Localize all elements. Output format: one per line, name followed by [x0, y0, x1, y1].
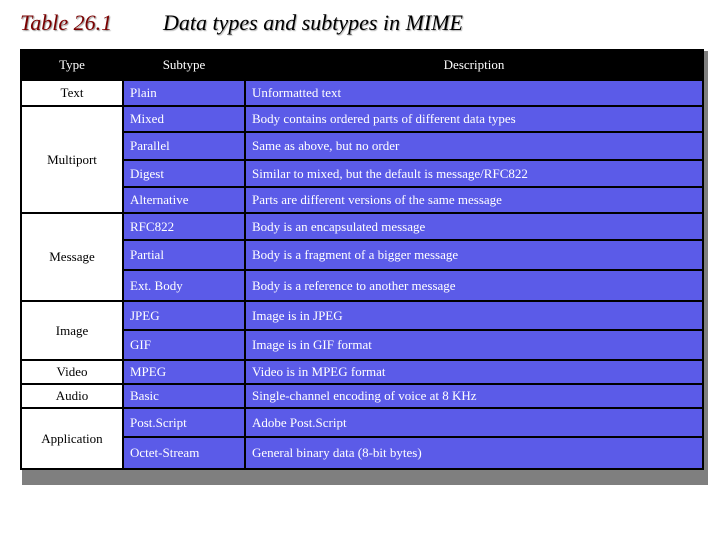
subtype-cell: Alternative — [124, 188, 244, 212]
subtype-cell: MPEG — [124, 361, 244, 383]
description-cell: Same as above, but no order — [246, 133, 702, 159]
subtype-cell: Post.Script — [124, 409, 244, 436]
description-cell: Body is a fragment of a bigger message — [246, 241, 702, 269]
page-title: Data types and subtypes in MIME — [163, 10, 463, 35]
type-text: Text — [22, 81, 122, 105]
subtype-cell: Ext. Body — [124, 271, 244, 300]
table-row — [22, 107, 702, 131]
header-row — [22, 51, 702, 79]
description-cell: Body is an encapsulated message — [246, 214, 702, 239]
description-cell: Parts are different versions of the same message — [246, 188, 702, 212]
subtype-cell: Basic — [124, 385, 244, 407]
subtype-cell: Mixed — [124, 107, 244, 131]
description-cell: Image is in JPEG — [246, 302, 702, 329]
table-row — [22, 133, 702, 159]
subtype-cell: Partial — [124, 241, 244, 269]
table-row — [22, 438, 702, 468]
table-row — [22, 331, 702, 359]
table-row — [22, 385, 702, 407]
subtype-cell: Digest — [124, 161, 244, 186]
table-row — [22, 302, 702, 329]
subtype-cell: RFC822 — [124, 214, 244, 239]
header-subtype: Subtype — [124, 51, 244, 79]
type-multipart: Multiport — [22, 107, 122, 212]
subtype-cell: JPEG — [124, 302, 244, 329]
type-audio: Audio — [22, 385, 122, 407]
table-row — [22, 241, 702, 269]
type-video: Video — [22, 361, 122, 383]
table-row — [22, 214, 702, 239]
table-row — [22, 409, 702, 436]
description-cell: Single-channel encoding of voice at 8 KHz — [246, 385, 702, 407]
header-description: Description — [246, 51, 702, 79]
header-type: Type — [22, 51, 122, 79]
description-cell: Similar to mixed, but the default is message/RFC822 — [246, 161, 702, 186]
table-row — [22, 161, 702, 186]
subtype-cell: Parallel — [124, 133, 244, 159]
description-cell: General binary data (8-bit bytes) — [246, 438, 702, 468]
subtype-cell: GIF — [124, 331, 244, 359]
mime-types-table — [20, 49, 704, 470]
table-row — [22, 271, 702, 300]
description-cell: Unformatted text — [246, 81, 702, 105]
description-cell: Body contains ordered parts of different data types — [246, 107, 702, 131]
type-message: Message — [22, 214, 122, 300]
subtype-cell: Octet-Stream — [124, 438, 244, 468]
description-cell: Body is a reference to another message — [246, 271, 702, 300]
description-cell: Image is in GIF format — [246, 331, 702, 359]
type-image: Image — [22, 302, 122, 359]
subtype-cell: Plain — [124, 81, 244, 105]
table-row — [22, 188, 702, 212]
table-number: Table 26.1 — [20, 10, 113, 35]
description-cell: Adobe Post.Script — [246, 409, 702, 436]
table-row — [22, 361, 702, 383]
type-application: Application — [22, 409, 122, 468]
table-row — [22, 81, 702, 105]
description-cell: Video is in MPEG format — [246, 361, 702, 383]
